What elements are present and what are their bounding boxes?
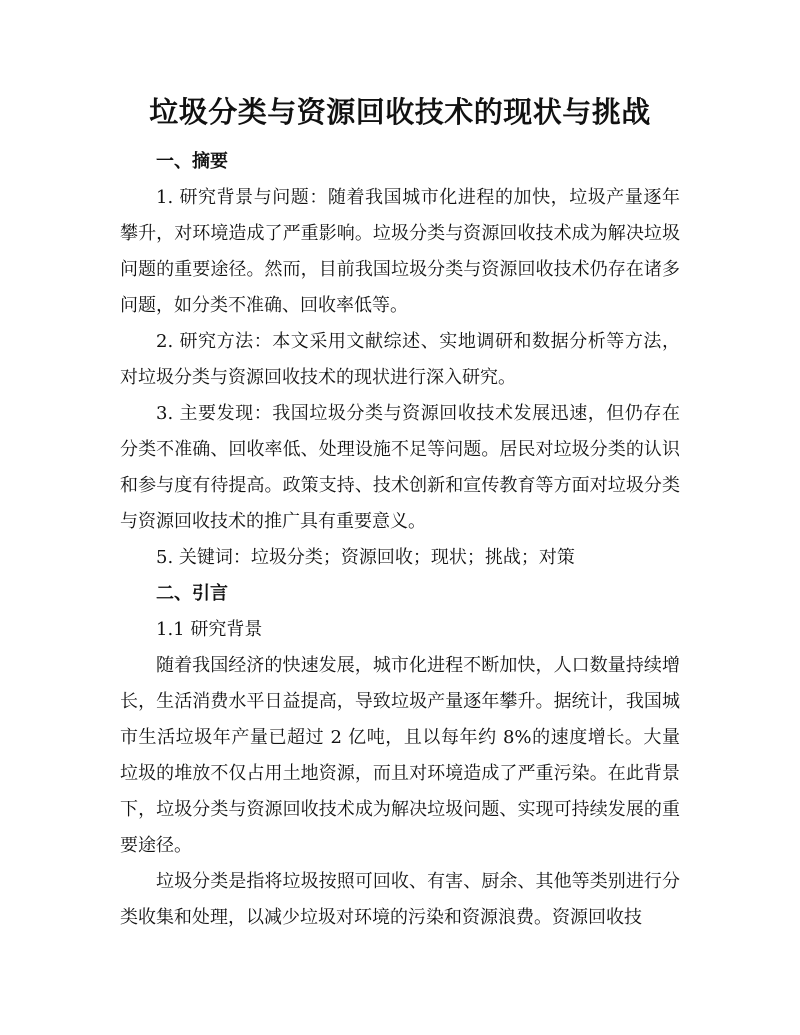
abstract-paragraph-keywords: 5. 关键词：垃圾分类；资源回收；现状；挑战；对策 bbox=[156, 547, 575, 568]
subsection-heading-background: 1.1 研究背景 bbox=[156, 619, 263, 640]
document-title: 垃圾分类与资源回收技术的现状与挑战 bbox=[149, 95, 651, 129]
section-heading-abstract: 一、摘要 bbox=[156, 151, 228, 172]
abstract-paragraph-background: 1. 研究背景与问题：随着我国城市化进程的加快，垃圾产量逐年攀升，对环境造成了严重影响。垃圾分类与资源回收技术成为解决垃圾问题的重要途径。然而，目前我国垃圾分类与资源回收技术仍存在诸多问题，如分类不准确、回收率低等。 bbox=[120, 187, 680, 316]
document-body bbox=[120, 144, 680, 936]
introduction-paragraph-1: 随着我国经济的快速发展，城市化进程不断加快，人口数量持续增长，生活消费水平日益提高，导致垃圾产量逐年攀升。据统计，我国城市生活垃圾年产量已超过 2 亿吨，且以每年约 8%的速度增长。大量垃圾的堆放不仅占用土地资源，而且对环境造成了严重污染。在此背景下，垃圾分类与资源回收技术成为解决垃圾问题、实现可持续发展的重要途径。 bbox=[120, 655, 680, 856]
section-heading-introduction: 二、引言 bbox=[156, 583, 228, 604]
abstract-paragraph-methods: 2. 研究方法：本文采用文献综述、实地调研和数据分析等方法，对垃圾分类与资源回收技术的现状进行深入研究。 bbox=[120, 331, 680, 388]
abstract-paragraph-findings: 3. 主要发现：我国垃圾分类与资源回收技术发展迅速，但仍存在分类不准确、回收率低、处理设施不足等问题。居民对垃圾分类的认识和参与度有待提高。政策支持、技术创新和宣传教育等方面对垃圾分类与资源回收技术的推广具有重要意义。 bbox=[120, 403, 680, 532]
introduction-paragraph-2: 垃圾分类是指将垃圾按照可回收、有害、厨余、其他等类别进行分类收集和处理，以减少垃圾对环境的污染和资源浪费。资源回收技 bbox=[120, 871, 680, 928]
